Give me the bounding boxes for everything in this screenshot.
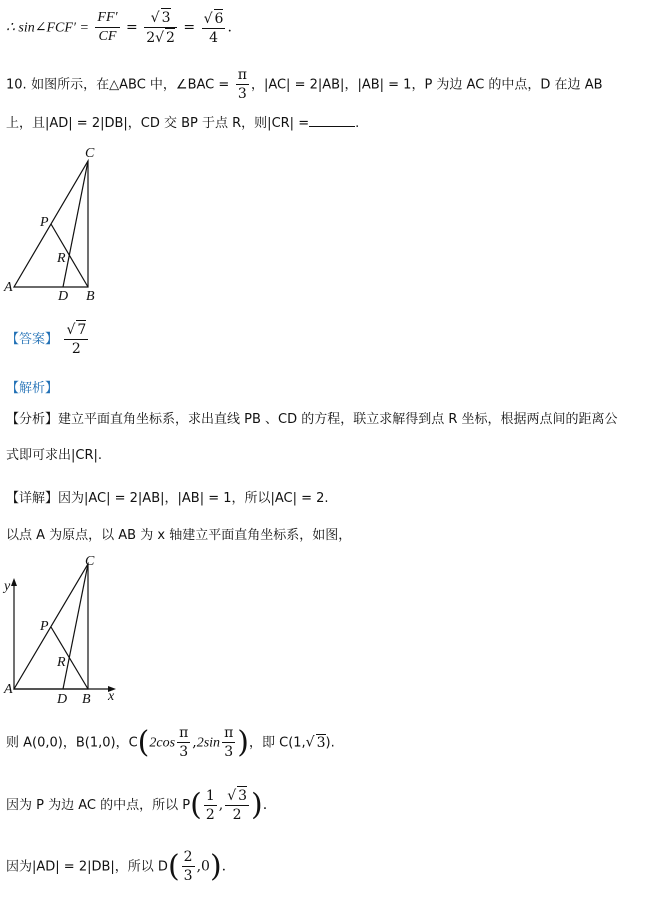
close-paren: ) (209, 849, 222, 884)
cos-term: 2cos (149, 735, 176, 751)
question-line-2 (6, 112, 359, 131)
label-d: D (58, 289, 69, 304)
angle-fraction (236, 66, 249, 103)
d-line: 因为|AD| = 2|DB|，所以 D( $\frac{2}{3}$ ,0). (6, 849, 227, 884)
analysis-line-1: 【分析】建立平面直角坐标系，求出直线 PB 、CD 的方程，联立求解得到点 R 坐标，根据两点间的距离公 (6, 412, 618, 427)
label-c: C (85, 554, 95, 569)
period: . (262, 797, 268, 813)
detail-line-1: 【详解】因为|AC| = 2|AB|，|AB| = 1，所以|AC| = 2. (6, 491, 329, 506)
analysis-tag: 【解析】 (6, 381, 59, 396)
frac-num: 6 (214, 10, 224, 27)
detail-line-2: 以点 A 为原点，以 AB 为 x 轴建立平面直角坐标系，如图， (6, 528, 352, 543)
frac-num: 7 (77, 322, 87, 338)
fraction-root3-half: $\frac{√ 3}{2}$ (227, 788, 248, 823)
frac-num: π (224, 725, 234, 741)
question-text: 上，且|AD| = 2|DB|，CD 交 BP 于点 R，则|CR| = (6, 116, 310, 131)
frac-den: 2 (146, 30, 156, 46)
fraction-half (204, 787, 217, 824)
pi-fraction (177, 724, 190, 761)
period: . (221, 858, 227, 875)
label-p: P (40, 619, 49, 634)
frac-num: 3 (238, 788, 248, 804)
answer-blank (309, 114, 355, 127)
frac-den: 2 (71, 341, 81, 357)
answer-fraction: $\frac{√ 7}{2}$ (66, 322, 87, 357)
answer-line (6, 320, 90, 358)
label-p: P (40, 215, 49, 230)
label-b: B (86, 289, 95, 304)
frac-num: 3 (161, 10, 171, 26)
segment-cd (63, 564, 88, 689)
label-c: C (85, 146, 95, 161)
frac-den: 3 (237, 86, 247, 102)
triangle-figure (0, 140, 110, 305)
label-b: B (82, 692, 91, 707)
p-text: 因为 P 为边 AC 的中点，所以 P (6, 798, 191, 813)
frac-den: 4 (209, 29, 218, 46)
p-line: 因为 P 为边 AC 的中点，所以 P( $\frac{1}{2}$ , $\frac{√ 3}{2}$ ). (6, 787, 268, 823)
open-paren: ( (167, 849, 180, 884)
zero: 0 (201, 858, 210, 875)
label-r: R (57, 655, 66, 670)
label-a: A (4, 682, 13, 697)
analysis-line-2: 式即可求出|CR|. (6, 448, 103, 463)
label-y: y (4, 579, 11, 594)
frac-den: CF (98, 29, 117, 44)
fraction-root6: $\frac{√ 6}{4}$ (203, 10, 224, 46)
frac-num: 2 (183, 849, 193, 865)
frac-den: 2 (232, 807, 242, 823)
question-number: 10. (6, 77, 27, 93)
segment-cd (63, 161, 88, 287)
root-value: 3 (316, 734, 326, 751)
frac-num: π (237, 67, 247, 83)
coords-text: ，即 C(1, (248, 735, 306, 751)
sin-term: 2sin (196, 735, 221, 751)
fraction-ff-cf (95, 9, 119, 46)
y-axis-arrow (11, 578, 17, 586)
open-paren: ( (190, 787, 202, 823)
period: . (355, 116, 360, 131)
frac-num: 1 (205, 787, 215, 804)
frac-den-root: 2 (166, 30, 175, 46)
close-paren: ) (237, 725, 249, 760)
frac-den: 2 (205, 806, 215, 823)
question-text: ，|AC| = 2|AB|，|AB| = 1，P 为边 AC 的中点，D 在边 AB (250, 77, 603, 93)
frac-num: π (179, 725, 189, 741)
answer-tag: 【答案】 (6, 332, 59, 347)
frac-den: 3 (183, 868, 193, 884)
coords-line: 则 A(0,0)，B(1,0)，C(2cos $\frac{\pi}{3}$ ,2sin $\frac{\pi}{3}$ )，即 C(1,√ 3). (6, 725, 335, 760)
coords-text: 则 A(0,0)，B(1,0)，C (6, 735, 138, 751)
label-d: D (57, 692, 68, 707)
sin-expression: ∴ sin∠FCF′ = (6, 20, 89, 36)
coords-text: ). (325, 735, 335, 751)
fraction-two-thirds (182, 848, 195, 885)
frac-den: 3 (224, 744, 234, 760)
close-paren: ) (251, 787, 263, 823)
result-line: ∴ sin∠FCF′ = $\frac{FF'}{CF}$ = $\frac{√ 3}{2√ 2}$ = $\frac{√ 6}{4}$ . (6, 10, 232, 46)
label-r: R (57, 251, 66, 266)
open-paren: ( (137, 725, 150, 760)
frac-den: 3 (179, 744, 189, 760)
pi-fraction (222, 724, 235, 761)
question-line-1 (6, 66, 603, 103)
frac-num: FF′ (95, 9, 119, 28)
label-a: A (4, 280, 13, 295)
d-text: 因为|AD| = 2|DB|，所以 D (6, 859, 168, 875)
fraction-root3: $\frac{√ 3}{2√ 2}$ (146, 10, 175, 46)
label-x: x (108, 689, 115, 704)
coordinate-figure (0, 552, 125, 710)
question-text: 如图所示，在△ABC 中，∠BAC = (31, 77, 230, 93)
